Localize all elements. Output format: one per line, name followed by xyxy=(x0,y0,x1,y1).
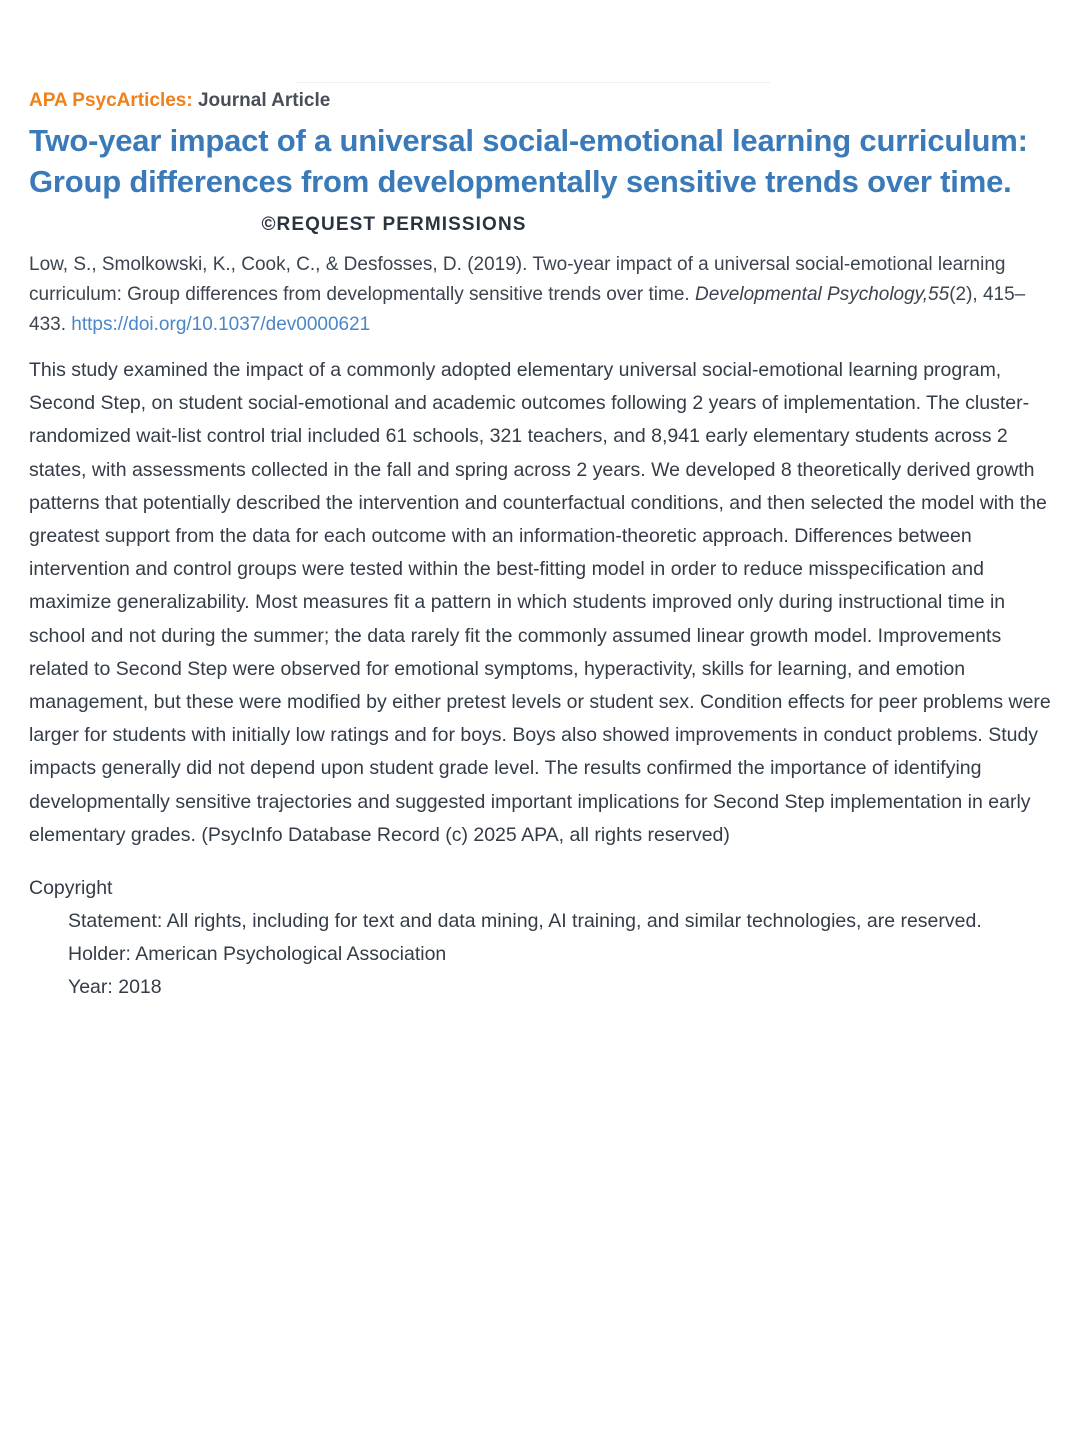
top-divider xyxy=(295,82,770,83)
permissions-row xyxy=(29,214,1059,236)
copyright-statement: Statement: All rights, including for text and data mining, AI training, and similar technologies, are reserved. xyxy=(68,910,982,933)
copyright-section xyxy=(29,872,1059,1004)
record-kicker xyxy=(29,88,1059,114)
citation-article-title: Two-year impact of a universal social-emotional learning curriculum: Group differences from developmentally sensitive trends over time. xyxy=(29,254,1006,305)
request-permissions-button[interactable]: ©REQUEST PERMISSIONS xyxy=(261,214,527,235)
copyright-heading: Copyright xyxy=(29,877,113,900)
citation-authors-year: Low, S., Smolkowski, K., Cook, C., & Desfosses, D. (2019). xyxy=(29,254,528,275)
copyright-year: Year: 2018 xyxy=(68,976,162,999)
database-source-label: APA PsycArticles: xyxy=(29,90,193,111)
copyright-holder: Holder: American Psychological Association xyxy=(68,943,447,966)
citation-volume: 55 xyxy=(928,284,950,305)
record-type-label: Journal Article xyxy=(197,90,331,111)
citation-journal: Developmental Psychology, xyxy=(695,284,929,305)
page-title: Two-year impact of a universal social-emotional learning curriculum: Group differences from developmentally sensitive trends over time. xyxy=(29,123,1028,199)
record-content xyxy=(29,88,1059,1004)
abstract-text: This study examined the impact of a commonly adopted elementary universal social-emotional learning program, Second Step, on student social-emotional and academic outcomes following 2 years of implementation. The cluster-randomized wait-list control trial included 61 schools, 321 teachers, and 8,941 early elementary students across 2 states, with assessments collected in the fall and spring across 2 years. We developed 8 theoretically derived growth patterns that potentially described the intervention and counterfactual conditions, and then selected the model with the greatest support from the data for each outcome with an information-theoretic approach. Differences between intervention and control groups were tested within the best-fitting model in order to reduce misspecification and maximize generalizability. Most measures fit a pattern in which students improved only during instructional time in school and not during the summer; the data rarely fit the commonly assumed linear growth model. Improvements related to Second Step were observed for emotional symptoms, hyperactivity, skills for learning, and emotion management, but these were modified by either pretest levels or student sex. Condition effects for peer problems were larger for students with initially low ratings and for boys. Boys also showed improvements in conduct problems. Study impacts generally did not depend upon student grade level. The results confirmed the importance of identifying developmentally sensitive trajectories and suggested important implications for Second Step implementation in early elementary grades. (PsycInfo Database Record (c) 2025 APA, all rights reserved) xyxy=(29,359,1051,846)
doi-link[interactable]: https://doi.org/10.1037/dev0000621 xyxy=(71,314,371,335)
copyright-details xyxy=(29,905,1059,1004)
citation xyxy=(29,250,1059,340)
citation-issue-pages: (2), 415–433. xyxy=(29,284,1026,335)
